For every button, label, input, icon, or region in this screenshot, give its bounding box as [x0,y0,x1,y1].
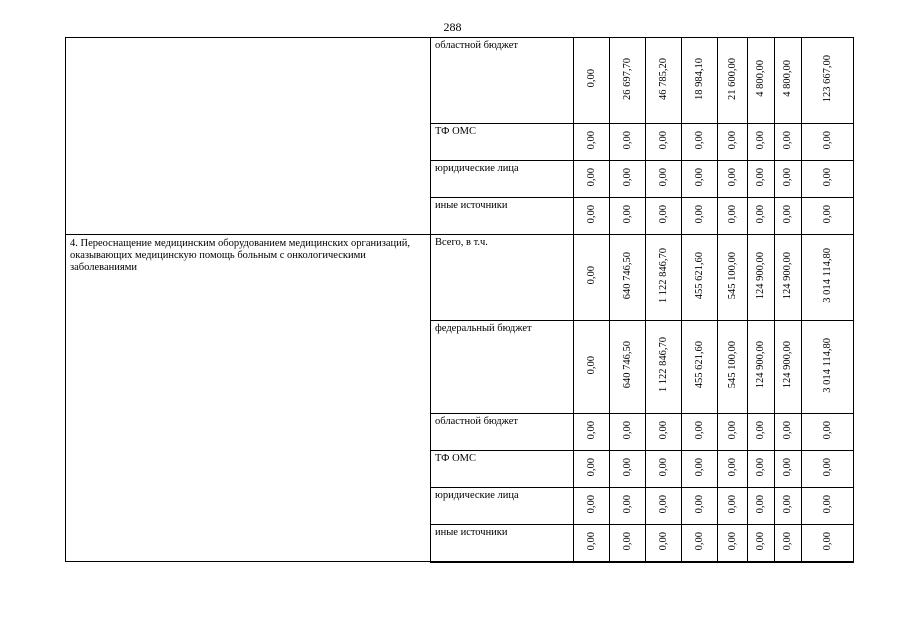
value-cell [646,124,682,161]
value-cell [748,124,775,161]
value-text: 455 621,60 [693,251,705,300]
value-text: 124 900,00 [755,341,766,389]
value-cell [748,488,775,525]
funding-source: юридические лица [431,488,574,525]
value-text: 0,00 [585,531,597,550]
funding-source: ТФ ОМС [431,451,574,488]
value-cell [646,525,682,562]
value-text: 0,00 [821,494,833,514]
value-cell [574,321,610,414]
value-text: 0,00 [621,167,633,187]
value-text: 0,00 [726,531,738,550]
value-text: 640 746,50 [621,251,633,300]
value-cell [718,198,748,235]
funding-table [65,37,854,563]
total-cell [802,161,854,198]
value-text: 0,00 [755,420,766,440]
value-text: 0,00 [755,494,766,514]
value-text: 0,00 [782,167,793,187]
value-cell [682,124,718,161]
value-cell [646,414,682,451]
value-cell [574,38,610,124]
measure-cell [66,38,431,235]
value-cell [775,198,802,235]
funding-source: иные источники [431,525,574,562]
value-text: 0,00 [726,420,738,440]
value-cell [718,525,748,562]
value-text: 0,00 [621,420,633,440]
table-row [66,38,854,124]
value-text: 455 621,60 [693,341,705,389]
value-cell [748,321,775,414]
value-text: 0,00 [821,531,833,550]
value-cell [610,38,646,124]
value-text: 0,00 [782,457,793,477]
value-text: 21 600,00 [726,57,738,100]
value-text: 0,00 [585,420,597,440]
value-text: 0,00 [657,494,669,514]
value-text: 46 785,20 [657,57,669,100]
value-text: 0,00 [693,531,705,550]
value-text: 0,00 [782,130,793,150]
value-cell [682,525,718,562]
value-text: 0,00 [821,420,833,440]
value-text: 18 984,10 [693,57,705,100]
value-cell [574,414,610,451]
table-row [66,235,854,321]
value-cell [718,451,748,488]
value-text: 0,00 [755,531,766,550]
total-cell [802,124,854,161]
value-text: 0,00 [657,457,669,477]
value-text: 4 800,00 [755,60,766,97]
value-cell [775,161,802,198]
value-cell [748,414,775,451]
value-text: 0,00 [585,69,597,88]
value-text: 0,00 [621,204,633,224]
value-cell [646,235,682,321]
value-cell [682,38,718,124]
value-cell [610,525,646,562]
value-text: 0,00 [726,457,738,477]
value-text: 0,00 [726,494,738,514]
value-text: 640 746,50 [621,341,633,389]
value-text: 124 900,00 [755,251,766,300]
value-cell [646,451,682,488]
value-text: 0,00 [693,167,705,187]
total-cell [802,321,854,414]
value-text: 0,00 [585,130,597,150]
value-text: 545 100,00 [726,251,738,300]
value-text: 0,00 [693,420,705,440]
total-cell [802,488,854,525]
value-cell [646,38,682,124]
value-text: 0,00 [693,130,705,150]
value-cell [718,38,748,124]
value-text: 0,00 [755,457,766,477]
value-text: 0,00 [782,420,793,440]
value-cell [574,488,610,525]
value-text: 0,00 [726,167,738,187]
value-text: 0,00 [585,204,597,224]
value-cell [775,414,802,451]
value-cell [610,235,646,321]
value-text: 0,00 [693,457,705,477]
value-cell [574,451,610,488]
value-cell [748,161,775,198]
value-text: 26 697,70 [621,57,633,100]
value-text: 0,00 [621,494,633,514]
value-cell [610,488,646,525]
value-text: 0,00 [657,420,669,440]
value-text: 0,00 [657,167,669,187]
page-number: 288 [443,20,462,34]
value-text: 0,00 [821,130,833,150]
value-cell [646,321,682,414]
funding-source: иные источники [431,198,574,235]
funding-source: областной бюджет [431,38,574,124]
value-cell [718,488,748,525]
value-cell [718,161,748,198]
value-text: 0,00 [621,130,633,150]
value-cell [718,414,748,451]
funding-source: Всего, в т.ч. [431,235,574,321]
value-text: 0,00 [755,204,766,224]
funding-source: юридические лица [431,161,574,198]
value-text: 3 014 114,80 [821,248,833,303]
value-text: 0,00 [782,204,793,224]
value-text: 0,00 [585,355,597,375]
value-cell [748,525,775,562]
value-cell [775,451,802,488]
value-cell [610,451,646,488]
value-text: 0,00 [585,457,597,477]
value-cell [610,198,646,235]
value-text: 0,00 [693,494,705,514]
value-cell [682,321,718,414]
value-cell [574,198,610,235]
total-cell [802,451,854,488]
value-cell [610,414,646,451]
value-text: 0,00 [585,266,597,285]
value-cell [682,451,718,488]
value-text: 0,00 [585,494,597,514]
value-cell [775,525,802,562]
value-cell [682,161,718,198]
value-cell [610,124,646,161]
value-text: 0,00 [821,204,833,224]
value-cell [610,161,646,198]
value-text: 0,00 [821,457,833,477]
value-text: 0,00 [621,531,633,550]
total-cell [802,525,854,562]
value-cell [610,321,646,414]
value-cell [682,235,718,321]
funding-source: ТФ ОМС [431,124,574,161]
value-text: 0,00 [657,531,669,550]
value-cell [682,414,718,451]
funding-source: областной бюджет [431,414,574,451]
value-cell [718,235,748,321]
value-text: 0,00 [585,167,597,187]
value-text: 0,00 [693,204,705,224]
value-cell [718,321,748,414]
value-text: 0,00 [821,167,833,187]
value-cell [718,124,748,161]
value-cell [574,124,610,161]
total-cell [802,414,854,451]
value-text: 1 122 846,70 [657,247,669,304]
value-text: 545 100,00 [726,341,738,389]
value-text: 0,00 [657,204,669,224]
value-cell [748,38,775,124]
value-text: 0,00 [755,167,766,187]
value-text: 0,00 [755,130,766,150]
measure-cell: 4. Переоснащение медицинским оборудованием медицинских организаций, оказывающих медицинскую помощь больным с онкологическими заболеваниями [66,235,431,562]
value-text: 0,00 [621,457,633,477]
value-cell [574,235,610,321]
value-text: 123 667,00 [821,54,833,103]
total-cell [802,235,854,321]
value-cell [748,198,775,235]
value-cell [775,488,802,525]
value-text: 124 900,00 [782,251,793,300]
value-text: 0,00 [782,531,793,550]
value-cell [775,38,802,124]
value-cell [748,235,775,321]
value-cell [775,321,802,414]
total-cell [802,198,854,235]
value-cell [574,161,610,198]
value-text: 0,00 [726,204,738,224]
value-cell [682,488,718,525]
value-cell [574,525,610,562]
value-text: 4 800,00 [782,60,793,97]
value-cell [646,198,682,235]
value-cell [775,124,802,161]
value-cell [682,198,718,235]
value-text: 0,00 [726,130,738,150]
value-cell [775,235,802,321]
value-text: 1 122 846,70 [657,337,669,393]
value-text: 3 014 114,80 [821,337,833,393]
value-cell [646,161,682,198]
value-cell [646,488,682,525]
value-text: 0,00 [657,130,669,150]
total-cell [802,38,854,124]
value-text: 124 900,00 [782,341,793,389]
funding-source: федеральный бюджет [431,321,574,414]
value-cell [748,451,775,488]
value-text: 0,00 [782,494,793,514]
